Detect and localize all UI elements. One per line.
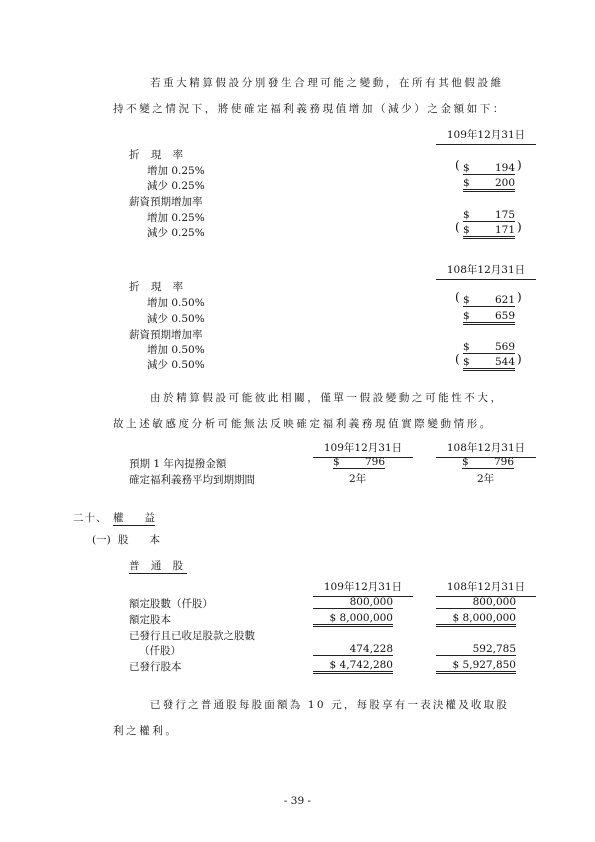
value: 175 [463,209,515,222]
value-cell: ( $ 544 ) [455,354,523,369]
value: 544 [463,356,515,371]
sensitivity-intro-line2: 持不變之情況下，將使確定福利義務現值增加（減少）之金額如下： [113,103,506,115]
value: 621 [463,294,515,307]
subsection-title: 股 本 [118,534,160,546]
row-label: 增加 0.50% [147,344,205,356]
row-label-discount-rate: 折 現 率 [129,281,188,293]
row-label: 增加 0.25% [147,165,205,177]
section-title [113,510,155,525]
sensitivity-intro-line1: 若重大精算假設分別發生合理可能之變動，在所有其他假設維 [150,77,504,89]
value: 2年 [477,473,495,485]
equity-closing-line2: 利之權利。 [113,725,179,737]
value: 796 [462,456,514,469]
value-cell: ( $ 171 ) [455,222,523,237]
value: 200 [463,177,515,192]
dollar-sign: $ [333,456,340,468]
row-label: 增加 0.50% [147,297,205,309]
dollar-sign: $ [463,310,470,322]
table-header-109: 109年12月31日 [436,127,536,145]
table-header-109: 109年12月31日 [313,579,413,597]
value-cell: ( $ 194 ) [455,158,522,174]
value: 659 [463,310,515,325]
value: 592,785 [436,643,516,656]
value-cell: ( $ 621 ) [455,290,522,306]
row-label-expected-contribution: 預期 1 年內提撥金額 [129,458,227,470]
value: 569 [463,341,515,354]
sensitivity-note-line2: 故上述敏感度分析可能無法反映確定福利義務現值實際變動情形。 [113,418,493,430]
row-label: 增加 0.25% [147,212,205,224]
row-label-discount-rate: 折 現 率 [129,149,188,161]
dollar-sign: $ [463,294,470,306]
row-label: 減少 0.50% [147,359,205,371]
table-header-109: 109年12月31日 [313,440,413,458]
subsection-number: (一) [92,534,111,546]
row-label-issued-capital: 已發行股本 [129,661,182,673]
row-label-salary-increase: 薪資預期增加率 [129,329,203,341]
dollar-sign: $ [463,341,470,353]
value: 194 [463,162,515,175]
equity-closing-line1: 已發行之普通股每股面額為 10 元，每股享有一表決權及收取股 [150,699,510,711]
row-label-authorized-shares: 額定股數（仟股） [129,598,213,610]
table-header-108: 108年12月31日 [436,262,536,280]
value-cell [455,339,523,354]
row-label-avg-duration: 確定福利義務平均到期期間 [129,474,255,486]
value: $ 8,000,000 [436,612,516,627]
value: 2年 [349,473,367,485]
value-cell [455,308,523,323]
page-number: - 39 - [283,795,312,807]
value: 171 [463,224,515,239]
row-label: 減少 0.25% [147,227,205,239]
section-number: 二十、 [73,512,108,524]
row-label-thousand-shares: （仟股） [139,645,181,657]
section-title-text: 權 益 [113,512,155,524]
value-cell [455,175,523,190]
subsubsection-title-text: 普 通 股 [129,560,188,572]
value: 800,000 [436,596,516,609]
row-label-issued-shares: 已發行且已收足股款之股數 [129,630,255,642]
value: $ 8,000,000 [313,612,393,627]
dollar-sign: $ [463,177,470,189]
row-label: 減少 0.50% [147,313,205,325]
dollar-sign: $ [463,356,470,368]
row-label: 減少 0.25% [147,180,205,192]
value: 474,228 [313,643,393,656]
value: $ 5,927,850 [436,659,516,674]
dollar-sign: $ [463,162,470,174]
dollar-sign: $ [463,209,470,221]
subsubsection-title [129,558,187,573]
value-cell [455,207,523,222]
table-header-108: 108年12月31日 [436,440,536,458]
table-header-108: 108年12月31日 [436,579,536,597]
row-label-salary-increase: 薪資預期增加率 [129,196,203,208]
value: $ 4,742,280 [313,659,393,674]
sensitivity-note-line1: 由於精算假設可能彼此相關，僅單一假設變動之可能性不大， [150,392,504,404]
dollar-sign: $ [462,456,469,468]
value: 796 [333,456,385,469]
row-label-authorized-capital: 額定股本 [129,614,171,626]
value: 800,000 [313,596,393,609]
dollar-sign: $ [463,224,470,236]
